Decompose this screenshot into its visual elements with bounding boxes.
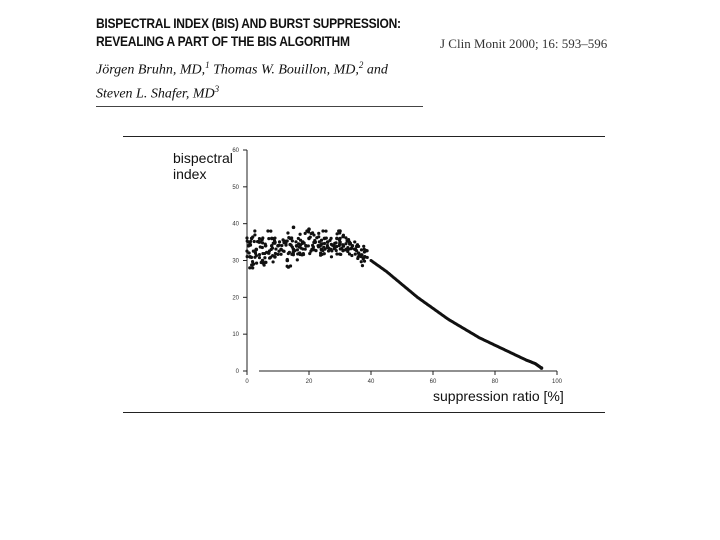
- data-points: [245, 226, 543, 370]
- data-point: [344, 248, 347, 251]
- data-point: [286, 258, 289, 261]
- x-tick-label: 0: [245, 379, 249, 385]
- y-tick-label: 40: [232, 221, 239, 228]
- data-point: [328, 239, 331, 242]
- data-point: [361, 264, 364, 267]
- x-tick-group: [245, 371, 562, 385]
- data-point: [292, 253, 295, 256]
- data-point: [312, 245, 315, 248]
- data-point: [261, 246, 264, 249]
- data-point: [278, 244, 281, 247]
- x-axis-label: suppression ratio [%]: [433, 388, 564, 404]
- data-point: [261, 236, 264, 239]
- data-point: [292, 226, 296, 230]
- data-point: [312, 233, 315, 236]
- data-point: [271, 254, 274, 257]
- data-point: [357, 251, 361, 255]
- data-point: [264, 242, 267, 245]
- data-point: [280, 244, 283, 247]
- data-point: [336, 232, 339, 235]
- data-point: [317, 232, 320, 235]
- data-point: [335, 249, 338, 252]
- data-point: [303, 241, 306, 244]
- y-tick-label: 30: [232, 258, 239, 265]
- authors-conjunction: and: [363, 62, 388, 78]
- author-1-affiliation: 1: [205, 60, 210, 70]
- data-point: [281, 238, 284, 241]
- y-tick-label: 60: [232, 148, 239, 154]
- data-point: [286, 265, 289, 268]
- data-point: [299, 239, 302, 242]
- data-point: [271, 247, 274, 250]
- y-tick-label: 50: [232, 184, 239, 191]
- author-2-affiliation: 2: [358, 60, 364, 70]
- data-point: [350, 247, 353, 250]
- data-point: [258, 253, 261, 256]
- data-point: [247, 241, 250, 244]
- data-point: [348, 242, 351, 245]
- data-point: [360, 260, 363, 263]
- data-point: [338, 229, 342, 233]
- x-tick-label: 100: [551, 379, 563, 385]
- data-point: [274, 247, 277, 250]
- data-point: [288, 251, 291, 254]
- data-point: [252, 262, 255, 265]
- data-point: [353, 240, 356, 243]
- data-point: [289, 243, 292, 246]
- data-point: [330, 249, 333, 252]
- y-tick-label: 10: [232, 332, 239, 339]
- data-point: [344, 242, 347, 245]
- data-point: [246, 255, 249, 258]
- data-point: [268, 256, 271, 259]
- data-point: [291, 239, 294, 242]
- data-point: [266, 229, 269, 232]
- data-point: [271, 260, 274, 263]
- data-point: [330, 255, 333, 258]
- chart-axes: [247, 150, 557, 371]
- data-point: [296, 258, 299, 261]
- data-point: [294, 240, 297, 243]
- author-1: Jörgen Bruhn, MD,: [96, 62, 206, 78]
- x-tick-label: 40: [367, 379, 375, 385]
- paper-title-line-1: BISPECTRAL INDEX (BIS) AND BURST SUPPRESSION:: [96, 15, 401, 31]
- data-point: [299, 233, 302, 236]
- data-point: [357, 255, 360, 258]
- x-tick-label: 20: [305, 379, 313, 385]
- data-point: [269, 230, 272, 233]
- data-point: [360, 248, 363, 251]
- data-point: [287, 236, 290, 239]
- data-point: [351, 244, 355, 248]
- data-point: [250, 256, 253, 259]
- paper-title-line-2: REVEALING A PART OF THE BIS ALGORITHM: [96, 33, 350, 49]
- author-2: Thomas W. Bouillon, MD,: [209, 62, 359, 78]
- data-point: [263, 256, 266, 259]
- data-point: [307, 244, 310, 247]
- data-point: [279, 253, 282, 256]
- data-point: [277, 250, 280, 253]
- data-point: [260, 261, 263, 264]
- x-tick-label: 60: [429, 379, 437, 385]
- data-point: [341, 243, 344, 246]
- data-point: [253, 240, 256, 243]
- data-point: [267, 237, 270, 240]
- data-point: [251, 266, 254, 269]
- data-point: [540, 366, 544, 370]
- data-point: [327, 246, 330, 249]
- data-point: [320, 242, 323, 245]
- author-3-affiliation: 3: [214, 83, 220, 94]
- data-point: [258, 237, 261, 240]
- x-tick-label: 80: [491, 379, 499, 385]
- data-point: [298, 245, 301, 248]
- data-point: [261, 252, 264, 255]
- data-point: [296, 248, 299, 251]
- data-point: [286, 231, 289, 234]
- data-point: [254, 249, 257, 252]
- data-point: [334, 241, 337, 244]
- data-point: [258, 256, 261, 259]
- data-point: [248, 266, 251, 269]
- data-point: [339, 247, 342, 250]
- data-point: [354, 253, 357, 256]
- data-point: [357, 245, 360, 248]
- data-point: [338, 242, 341, 245]
- author-3: Steven L. Shafer, MD: [96, 86, 215, 102]
- data-point: [325, 237, 328, 240]
- data-point: [309, 235, 312, 238]
- data-point: [366, 256, 369, 259]
- data-point: [284, 242, 287, 245]
- data-point: [253, 229, 256, 232]
- data-point: [313, 241, 316, 244]
- journal-citation: J Clin Monit 2000; 16: 593–596: [440, 36, 608, 51]
- y-tick-label: 0: [235, 369, 239, 375]
- y-tick-label: 20: [232, 295, 239, 302]
- data-point: [341, 235, 345, 239]
- data-point: [318, 240, 321, 243]
- data-point: [259, 240, 262, 243]
- data-point: [264, 261, 267, 264]
- data-point: [341, 249, 344, 252]
- data-point: [363, 260, 366, 263]
- data-point: [282, 250, 285, 253]
- data-point: [317, 235, 320, 238]
- data-point: [248, 251, 251, 254]
- data-point: [347, 238, 350, 241]
- data-point: [321, 229, 324, 232]
- data-point: [364, 249, 367, 252]
- data-point: [255, 262, 258, 265]
- data-point: [350, 254, 353, 257]
- y-axis-label-line-2: index: [173, 166, 207, 182]
- data-point: [296, 252, 299, 255]
- data-point: [278, 240, 281, 243]
- data-point: [307, 227, 311, 231]
- data-point: [274, 241, 277, 244]
- data-point: [245, 236, 248, 239]
- data-point: [276, 253, 279, 256]
- data-point: [304, 248, 307, 251]
- data-point: [320, 253, 323, 256]
- data-point: [251, 235, 254, 238]
- data-point: [360, 253, 364, 257]
- data-point: [362, 245, 365, 248]
- data-point: [314, 249, 317, 252]
- data-point: [273, 236, 276, 239]
- data-point: [267, 251, 271, 255]
- y-axis-label-line-1: bispectral: [173, 150, 233, 166]
- y-tick-group: [232, 148, 247, 375]
- data-point: [335, 245, 338, 248]
- data-point: [338, 253, 341, 256]
- data-point: [324, 229, 327, 232]
- data-point: [300, 253, 303, 256]
